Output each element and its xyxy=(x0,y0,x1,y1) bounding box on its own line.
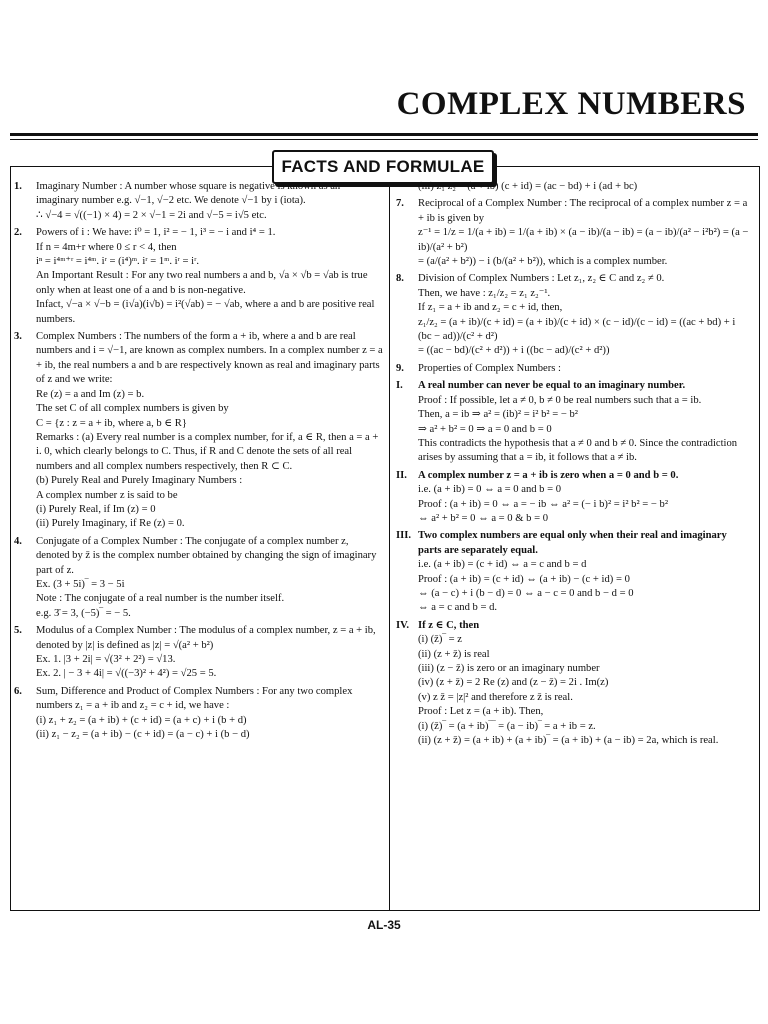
item-line: If z₁ = a + ib and z₂ = c + id, then, xyxy=(418,302,563,314)
item-line: Reciprocal of a Complex Number : The reciprocal of a complex number z = a + ib is given by xyxy=(418,198,748,224)
item-line: z⁻¹ = 1/z = 1/(a + ib) = 1/(a + ib) × (a − ib)/(a − ib) = (a − ib)/(a² − i²b²) = (a − ib)/(a² + b²) xyxy=(418,227,749,253)
proof-line: (iii) (z − z̄) is zero or an imaginary number xyxy=(418,663,600,674)
property-number: IV. xyxy=(396,619,410,631)
item-line: Note : The conjugate of a real number is the number itself. xyxy=(36,593,285,605)
proof-line: (v) z z̄ = |z|² and therefore z z̄ is real. xyxy=(418,691,573,703)
title-rule-thick xyxy=(10,133,758,136)
property-statement: If z ∈ C, then xyxy=(418,619,480,631)
item-number: 2. xyxy=(14,227,22,239)
item-number: 9. xyxy=(396,362,404,374)
proof-line: Proof : If possible, let a ≠ 0, b ≠ 0 be real numbers such that a = ib. xyxy=(418,394,702,406)
formula-item xyxy=(14,226,384,327)
property-number: III. xyxy=(396,530,412,542)
formula-item xyxy=(14,180,384,223)
proof-line: Proof : (a + ib) = (c + id) ⇔ (a + ib) − (c + id) = 0 xyxy=(418,573,630,585)
right-column xyxy=(396,180,750,751)
item-line: (i) z₁ + z₂ = (a + ib) + (c + id) = (a + c) + i (b + d) xyxy=(36,714,247,726)
item-number: 1. xyxy=(14,181,22,192)
property-number: II. xyxy=(396,469,407,481)
property-statement: A real number can never be equal to an imaginary number. xyxy=(418,380,686,392)
formula-item xyxy=(14,624,384,682)
item-line: (b) Purely Real and Purely Imaginary Numbers : xyxy=(36,475,243,487)
proof-line: (ii) (z + z̄) is real xyxy=(418,648,490,660)
property-block xyxy=(396,379,750,465)
item-line: Infact, √−a × √−b = (i√a)(i√b) = i²(√ab) = − √ab, where a and b are positive real numbers. xyxy=(36,299,375,325)
formula-item xyxy=(396,272,750,358)
formula-item xyxy=(396,180,750,194)
item-line: An Important Result : For any two real numbers a and b, √a × √b = √ab is true only when at least one of a and b is non-negative. xyxy=(36,270,368,296)
title-rule-thin xyxy=(10,139,758,140)
page-title: COMPLEX NUMBERS xyxy=(396,86,746,122)
item-line: (ii) z₁ − z₂ = (a + ib) − (c + id) = (a − c) + i (b − d) xyxy=(36,729,250,741)
item-line: iⁿ = i⁴ᵐ⁺ʳ = i⁴ᵐ. iʳ = (i⁴)ᵐ. iʳ = 1ᵐ. iʳ = iʳ. xyxy=(36,256,200,268)
proof-line: (i) (z̄)‾ = (a + ib)‾‾ = (a − ib)‾ = a + ib = z. xyxy=(418,720,596,732)
property-number: I. xyxy=(396,380,403,392)
item-line: If n = 4m+r where 0 ≤ r < 4, then xyxy=(36,241,177,253)
item-line: = ((ac − bd)/(c² + d²)) + i ((bc − ad)/(c² + d²)) xyxy=(418,345,610,357)
item-number: 3. xyxy=(14,331,22,343)
item-line: Complex Numbers : The numbers of the form a + ib, where a and b are real numbers and i = √−1, are known as complex numbers. In a complex number z = a + ib, the real numbers a and b are respectively known as real and imaginary parts of z and we write: xyxy=(36,331,383,386)
formula-item xyxy=(14,685,384,743)
formula-item xyxy=(14,535,384,621)
item-line: Conjugate of a Complex Number : The conjugate of a complex number z, denoted by z̄ is the complex number obtained by changing the sign of imaginary part of z. xyxy=(36,535,377,576)
item-line: A complex number z is said to be xyxy=(36,489,178,501)
proof-line: i.e. (a + ib) = 0 ⇔ a = 0 and b = 0 xyxy=(418,484,562,496)
item-line: Ex. 1. |3 + 2i| = √(3² + 2²) = √13. xyxy=(36,654,176,665)
left-column xyxy=(14,180,384,745)
proof-line: Proof : Let z = (a + ib). Then, xyxy=(418,706,544,718)
item-line: Imaginary Number : A number whose square is negative is known as an imaginary number e.g. √−1, √−2 etc. We denote √−1 by i (iota). xyxy=(36,181,341,207)
item-number: 8. xyxy=(396,273,404,285)
item-line: C = {z : z = a + ib, where a, b ∈ R} xyxy=(36,417,187,429)
item-line: z₁/z₂ = (a + ib)/(c + id) = (a + ib)/(c + id) × (c − id)/(c − id) = ((ac + bd) + i (bc − ad))/(c² + d²) xyxy=(418,316,736,343)
property-statement: Two complex numbers are equal only when their real and imaginary parts are separately equal. xyxy=(418,530,727,556)
item-line: The set C of all complex numbers is given by xyxy=(36,403,229,415)
item-line: (iii) z₁ z₂ = (a + ib) (c + id) = (ac − bd) + i (ad + bc) xyxy=(418,181,638,192)
proof-line: i.e. (a + ib) = (c + id) ⇔ a = c and b = d xyxy=(418,559,587,571)
proof-line: ⇔ a² + b² = 0 ⇔ a = 0 & b = 0 xyxy=(418,512,548,524)
proof-line: ⇒ a² + b² = 0 ⇒ a = 0 and b = 0 xyxy=(418,423,552,435)
proof-line: ⇔ (a − c) + i (b − d) = 0 ⇔ a − c = 0 and b − d = 0 xyxy=(418,587,634,599)
item-line: Modulus of a Complex Number : The modulus of a complex number, z = a + ib, denoted by |z| is defined as |z| = √(a² + b²) xyxy=(36,625,376,651)
item-number: 5. xyxy=(14,625,22,637)
property-block xyxy=(396,469,750,527)
item-line: Properties of Complex Numbers : xyxy=(418,362,561,374)
column-divider xyxy=(389,166,390,911)
proof-line: This contradicts the hypothesis that a ≠ 0 and b ≠ 0. Since the contradiction arises by assuming that a = ib, it follows that a ≠ ib. xyxy=(418,437,738,464)
property-block xyxy=(396,529,750,615)
item-line: Ex. (3 + 5i)‾ = 3 − 5i xyxy=(36,578,125,590)
formula-item xyxy=(14,330,384,532)
item-line: Remarks : (a) Every real number is a complex number, for if, a ∈ R, then a = a + i. 0, which clearly belongs to C. Thus, if R and C denote the sets of all real numbers and all complex numbers respectively, then R ⊂ C. xyxy=(36,431,379,472)
item-number: 6. xyxy=(14,685,22,697)
item-line: (i) Purely Real, if Im (z) = 0 xyxy=(36,503,156,515)
proof-line: Proof : (a + ib) = 0 ⇔ a = − ib ⇔ a² = (− i b)² = i² b² = − b² xyxy=(418,498,669,510)
property-statement: A complex number z = a + ib is zero when a = 0 and b = 0. xyxy=(418,469,679,481)
proof-line: Then, a = ib ⇒ a² = (ib)² = i² b² = − b² xyxy=(418,409,578,421)
proof-line: (i) (z̄)‾ = z xyxy=(418,634,462,646)
proof-line: (ii) (z + z̄) = (a + ib) + (a + ib)‾ = (a + ib) + (a − ib) = 2a, which is real. xyxy=(418,735,719,747)
item-line: Sum, Difference and Product of Complex Numbers : For any two complex numbers z₁ = a + ib and z₂ = c + id, we have : xyxy=(36,685,353,712)
formula-item xyxy=(396,362,750,376)
item-line: Re (z) = a and Im (z) = b. xyxy=(36,388,145,400)
proof-line: (iv) (z + z̄) = 2 Re (z) and (z − z̄) = 2i . Im(z) xyxy=(418,677,609,689)
item-line: (ii) Purely Imaginary, if Re (z) = 0. xyxy=(36,518,185,530)
property-block xyxy=(396,619,750,749)
item-line: ∴ √−4 = √((−1) × 4) = 2 × √−1 = 2i and √−5 = i√5 etc. xyxy=(36,209,267,221)
item-line: Powers of i : We have: i⁰ = 1, i² = − 1, i³ = − i and i⁴ = 1. xyxy=(36,227,276,239)
item-line: Ex. 2. | − 3 + 4i| = √((−3)² + 4²) = √25 = 5. xyxy=(36,668,217,680)
item-number: 4. xyxy=(14,535,22,547)
page-number: AL-35 xyxy=(367,918,401,932)
item-line: Division of Complex Numbers : Let z₁, z₂ ∈ C and z₂ ≠ 0. xyxy=(418,273,665,285)
item-line: e.g. 3̄ = 3, (−5)‾ = − 5. xyxy=(36,607,131,619)
section-banner: FACTS AND FORMULAE xyxy=(272,150,494,184)
item-number: 7. xyxy=(396,198,404,210)
proof-line: ⇔ a = c and b = d. xyxy=(418,602,498,614)
item-line: = (a/(a² + b²)) − i (b/(a² + b²)), which is a complex number. xyxy=(418,256,668,268)
formula-item xyxy=(396,197,750,269)
item-line: Then, we have : z₁/z₂ = z₁ z₂⁻¹. xyxy=(418,287,551,299)
